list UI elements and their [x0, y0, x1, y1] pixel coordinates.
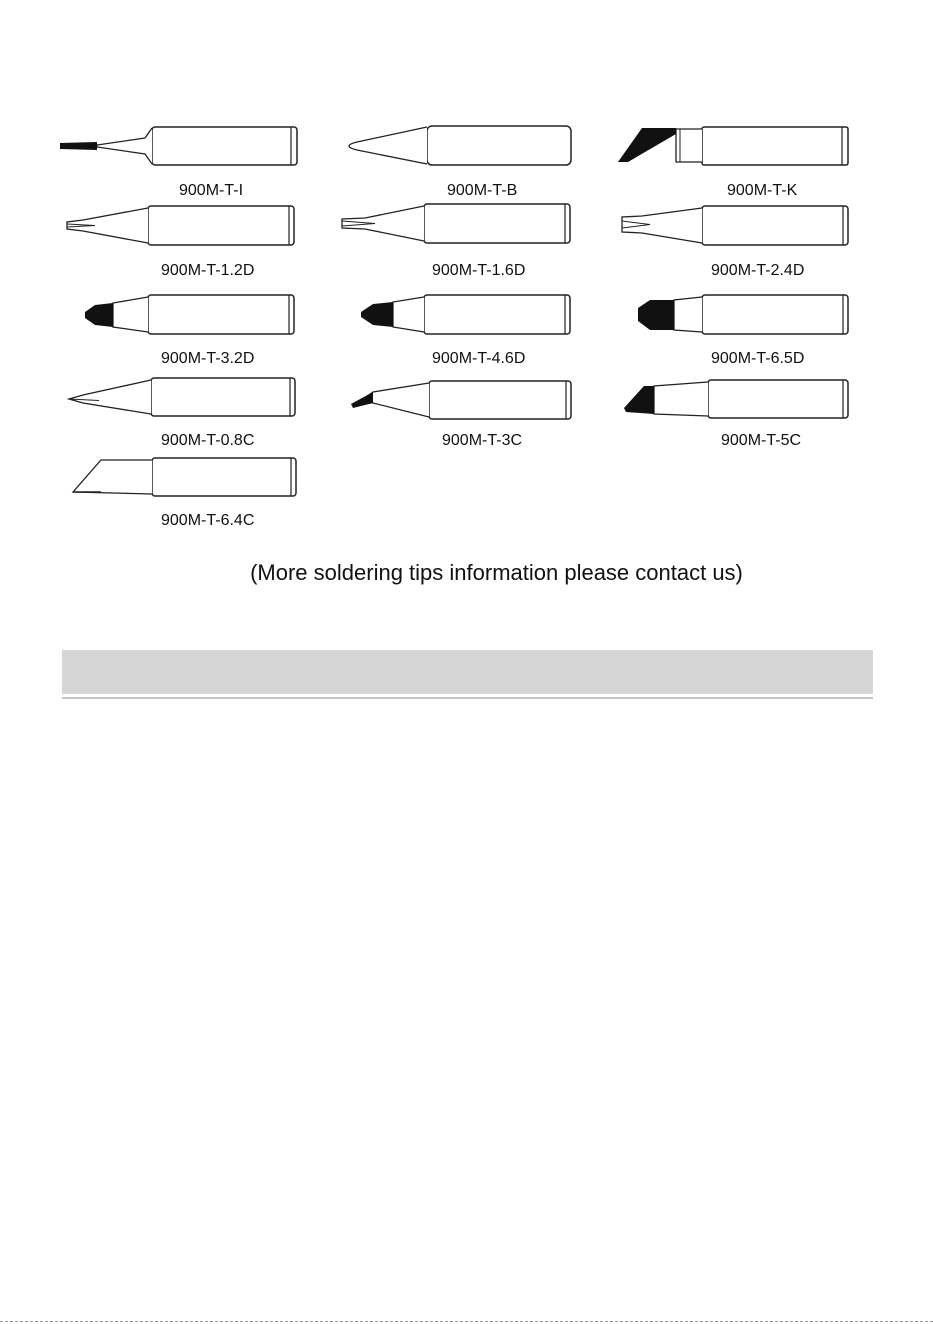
tip-900m-t-6-4c — [55, 450, 335, 550]
tip-label: 900M-T-K — [727, 182, 798, 199]
tip-label: 900M-T-3C — [442, 432, 523, 449]
tip-900m-t-2-4d — [614, 200, 894, 300]
tip-label: 900M-T-6.5D — [711, 350, 805, 367]
tip-2-4d-drawing — [614, 200, 894, 260]
tip-900m-t-3c — [337, 370, 617, 470]
tip-label: 900M-T-5C — [721, 432, 802, 449]
tip-900m-t-5c — [614, 370, 894, 470]
tip-label: 900M-T-B — [447, 182, 518, 199]
tip-6-5d-drawing — [614, 288, 894, 348]
tip-label: 900M-T-1.2D — [161, 262, 255, 279]
tip-6-4c-drawing — [55, 450, 335, 510]
tip-900m-t-1-2d — [55, 200, 335, 300]
tip-i-drawing — [55, 120, 335, 180]
section-divider — [62, 697, 873, 699]
tip-label: 900M-T-0.8C — [161, 432, 255, 449]
tip-4-6d-drawing — [337, 288, 617, 348]
tip-label: 900M-T-3.2D — [161, 350, 255, 367]
tip-label: 900M-T-6.4C — [161, 512, 255, 529]
tip-0-8c-drawing — [55, 370, 335, 430]
page-bottom-divider — [0, 1321, 933, 1322]
tip-900m-t-1-6d — [337, 200, 617, 300]
tip-label: 900M-T-I — [179, 182, 244, 199]
tip-label: 900M-T-2.4D — [711, 262, 805, 279]
tip-1-2d-drawing — [55, 200, 335, 260]
tip-b-drawing — [337, 120, 617, 180]
tip-k-drawing — [614, 120, 894, 180]
tip-1-6d-drawing — [337, 200, 617, 260]
tip-3c-drawing — [337, 370, 617, 430]
section-header-bar — [62, 650, 873, 694]
tip-label: 900M-T-4.6D — [432, 350, 526, 367]
tip-3-2d-drawing — [55, 288, 335, 348]
tip-label: 900M-T-1.6D — [432, 262, 526, 279]
contact-note: (More soldering tips information please contact us) — [250, 560, 743, 585]
tip-5c-drawing — [614, 370, 894, 430]
